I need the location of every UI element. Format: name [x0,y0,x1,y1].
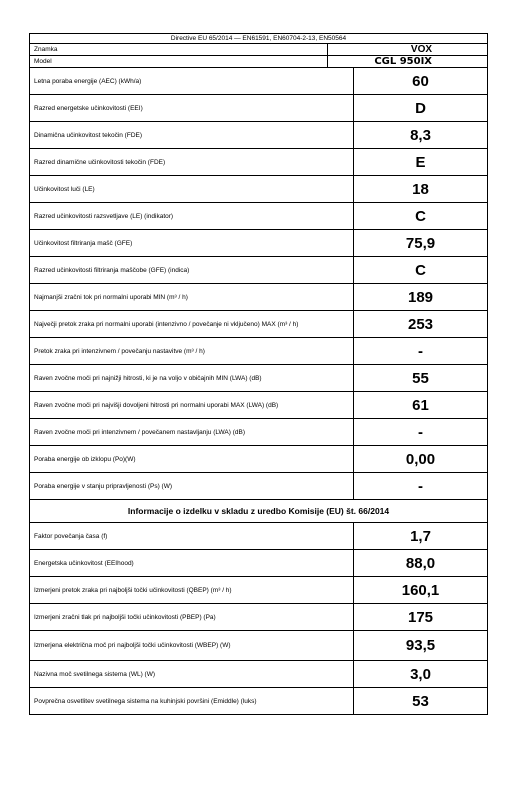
row-label: Največji pretok zraka pri normalni uporabi (intenzivno / povečanje ni vključeno) MAX (m³ / h) [30,311,354,338]
model-value: CGL 950IX [328,56,488,68]
row-label: Pretok zraka pri intenzivnem / povečanju nastavitve (m³ / h) [30,338,354,365]
table-row [30,230,488,257]
row-value: 60 [354,68,488,95]
row-label: Razred učinkovitosti razsvetljave (LE) (indikator) [30,203,354,230]
energy-label-sheet [29,33,487,715]
row-value: E [354,149,488,176]
row-value: 55 [354,365,488,392]
row-value: - [354,338,488,365]
table-row [30,257,488,284]
row-label: Razred dinamične učinkovitosti tekočin (FDE) [30,149,354,176]
table-row [30,392,488,419]
model-label: Model [30,56,328,68]
row-label: Učinkovitost luči (LE) [30,176,354,203]
row-label: Poraba energije ob izklopu (Po)(W) [30,446,354,473]
row-label: Razred učinkovitosti filtriranja maščobe (GFE) (indica) [30,257,354,284]
table-row [30,550,488,577]
table-row [30,338,488,365]
row-value: 3,0 [354,661,488,688]
row-value: D [354,95,488,122]
section-row [30,500,488,523]
table-row [30,149,488,176]
table-row [30,68,488,95]
row-label: Povprečna osvetlitev svetilnega sistema na kuhinjski površini (Emiddle) (luks) [30,688,354,715]
row-value: 18 [354,176,488,203]
row-value: 88,0 [354,550,488,577]
row-value: 253 [354,311,488,338]
table-row [30,577,488,604]
row-label: Dinamična učinkovitost tekočin (FDE) [30,122,354,149]
table-row [30,604,488,631]
row-value: C [354,203,488,230]
row-label: Izmerjeni zračni tlak pri najboljši točki učinkovitosti (PBEP) (Pa) [30,604,354,631]
table-row [30,523,488,550]
row-label: Energetska učinkovitost (EEIhood) [30,550,354,577]
section-title: Informacije o izdelku v skladu z uredbo Komisije (EU) št. 66/2014 [30,500,488,523]
table-row [30,95,488,122]
row-value: - [354,419,488,446]
row-value: 160,1 [354,577,488,604]
row-label: Letna poraba energije (AEC) (kWh/a) [30,68,354,95]
row-label: Izmerjena električna moč pri najboljši točki učinkovitosti (WBEP) (W) [30,631,354,661]
table-row [30,122,488,149]
row-label: Razred energetske učinkovitosti (EEI) [30,95,354,122]
row-value: 53 [354,688,488,715]
row-label: Raven zvočne moči pri intenzivnem / povečanem nastavljanju (LWA) (dB) [30,419,354,446]
table-row [30,203,488,230]
row-label: Izmerjeni pretok zraka pri najboljši točki učinkovitosti (QBEP) (m³ / h) [30,577,354,604]
row-label: Raven zvočne moči pri najnižji hitrosti, ki je na voljo v običajnih MIN (LWA) (dB) [30,365,354,392]
brand-value: VOX [328,44,488,56]
row-label: Nazivna moč svetilnega sistema (WL) (W) [30,661,354,688]
table-row [30,688,488,715]
table-row [30,446,488,473]
row-value: 175 [354,604,488,631]
row-value: 0,00 [354,446,488,473]
row-label: Najmanjši zračni tok pri normalni uporabi MIN (m³ / h) [30,284,354,311]
row-label: Faktor povečanja časa (f) [30,523,354,550]
row-value: 189 [354,284,488,311]
row-value: - [354,473,488,500]
table-row [30,419,488,446]
table-row [30,311,488,338]
table-row [30,176,488,203]
row-label: Učinkovitost filtriranja mašč (GFE) [30,230,354,257]
directive-header: Directive EU 65/2014 — EN61591, EN60704-2-13, EN50564 [30,34,488,44]
table-row [30,365,488,392]
row-label: Raven zvočne moči pri najvišji dovoljeni hitrosti pri normalni uporabi MAX (LWA) (dB) [30,392,354,419]
brand-label: Znamka [30,44,328,56]
table-row [30,473,488,500]
row-value: 93,5 [354,631,488,661]
table-row [30,661,488,688]
table-row [30,631,488,661]
row-value: 75,9 [354,230,488,257]
row-label: Poraba energije v stanju pripravljenosti (Ps) (W) [30,473,354,500]
row-value: 8,3 [354,122,488,149]
row-value: C [354,257,488,284]
product-info-table [29,33,488,715]
row-value: 61 [354,392,488,419]
row-value: 1,7 [354,523,488,550]
table-row [30,284,488,311]
